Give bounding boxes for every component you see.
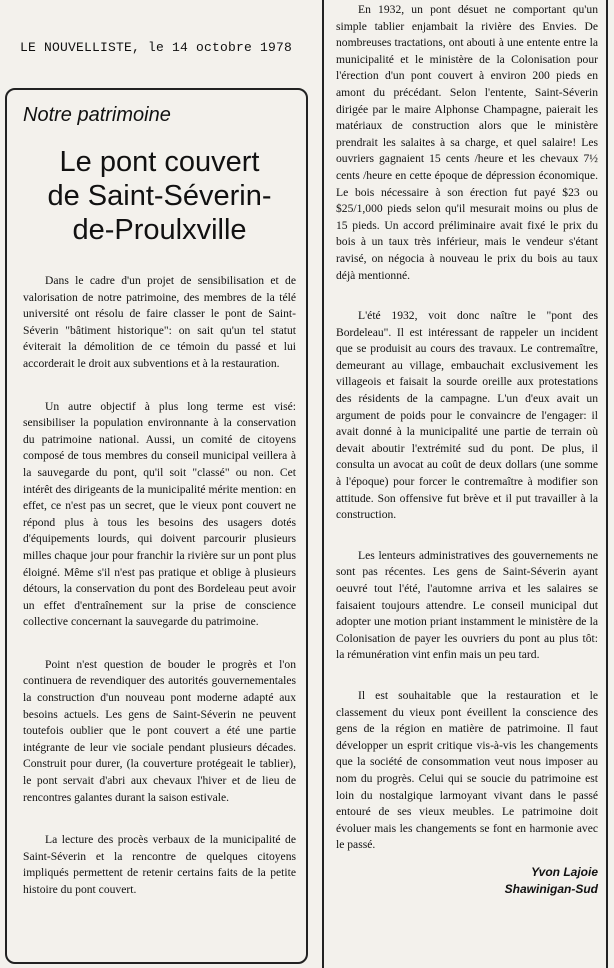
paragraph: Les lenteurs administratives des gouvernements ne sont pas récentes. Les gens de Saint-Séverin ayant oeuvré tout l'été, l'automne arriva et les salaires se faisaient toujours attendre. Le conseil municipal dut adopter une motion priant instamment le ministère de la Colonisation de payer les ouvriers du pont au plus tôt: la rémunération vint enfin mais un peu tard. bbox=[336, 548, 598, 662]
masthead: LE NOUVELLISTE, le 14 octobre 1978 bbox=[20, 40, 293, 55]
paragraph: En 1932, un pont désuet ne comportant qu'un simple tablier enjambait la rivière des Envies. De nombreuses tractations, ont abouti à une entente entre la municipalité et le ministère de la Colonisation pour l'érection d'un pont couvert à environ 200 pieds en amont du précédant. Selon l'entente, Saint-Séverin dirigée par le maire Alphonse Champagne, paierait les matériaux de construction alors que le ministère prendrait les salaites à sa charge, et quel salaire! Les ouvriers gagnaient 15 cents /heure et les chevaux 7½ cents /heure en cette époque de dépression économique. Le bois nécessaire à son érection fut payé $23 ou $25/1,000 pieds selon qu'il mesurait moins ou plus de 15 pieds. Un accord préliminaire avait fixé le prix du bois à un taux très inférieur, mais le vendeur s'étant ravisé, on négocia à nouveau le prix du bois au taux déjà mentionné. bbox=[336, 3, 598, 282]
headline-line: Le pont couvert bbox=[59, 146, 260, 178]
headline bbox=[23, 145, 296, 247]
author-name: Yvon Lajoie bbox=[531, 864, 598, 879]
paragraph: L'été 1932, voit donc naître le "pont des Bordeleau". Il est intéressant de rappeler un incident que se produisit au cours des travaux. Le contremaître, demeurant au village, embauchait exclusivement les villageois et faisait la sourde oreille aux protestations des résidents de la campagne. L'un d'eux avait un argument de poids pour le convaincre de l'engager: il avait donné à la municipalité une partie de terrain où devait aboutir l'extrémité sud du pont. De plus, il consulta un avocat au coût de deux dollars (une somme à l'époque) pour forcer le contremaître à modifier son attitude. Son offensive fut brève et il put travailler à la construction. bbox=[336, 309, 598, 522]
article-right-column bbox=[322, 0, 608, 968]
paragraph: Point n'est question de bouder le progrès et l'on continuera de revendiquer des autorités gouvernementales la construction d'un nouveau pont moderne adapté aux besoins actuels. Les gens de Saint-Séverin ne peuvent toutefois oublier que le pont couvert a été une partie intégrante de leur vie sociale pendant plusieurs décades. Construit pour durer, (la couverture protégeait le tablier), le pont servait d'abri aux chevaux l'hiver et de lieu de rencontres galantes durant la saison estivale. bbox=[23, 657, 296, 804]
paragraph: Un autre objectif à plus long terme est visé: sensibiliser la population environnante à la conservation du patrimoine national. Aussi, un comité de citoyens composé de tous membres du conseil municipal veillera à la sauvegarde du pont, qu'il soit "classé" ou non. Cet intérêt des dirigeants de la municipalité mérite mention: en effet, ce n'est pas un secret, que le vieux pont couvert ne répond plus à tous les besoins des usagers dotés d'équipements lourds, qui doivent parcourir plusieurs milles chaque jour pour franchir la rivière sur un pont plus éloigné. Même s'il n'est pas pratique et oblige à plusieurs détours, la conservation du pont des Bordeleau peut avoir un effet d'entraînement sur la prise de conscience collective concernant la sauvegarde du patrimoine. bbox=[23, 399, 297, 629]
article-left-column bbox=[5, 88, 308, 964]
headline-line: de-Proulxville bbox=[72, 214, 247, 246]
kicker: Notre patrimoine bbox=[23, 104, 171, 126]
paragraph: La lecture des procès verbaux de la municipalité de Saint-Séverin et la rencontre de quelques citoyens impliqués permettent de retenir certains faits de la petite histoire du pont couvert. bbox=[23, 833, 296, 896]
headline-line: de Saint-Séverin- bbox=[47, 180, 272, 212]
paragraph: Dans le cadre d'un projet de sensibilisation et de valorisation de notre patrimoine, des membres de la télé université ont résolu de faire classer le pont de Saint-Séverin "bâtiment historique": on sait qu'un tel statut éviterait la démolition de ce témoin du passé et lui accorderait le droit aux subventions et à la restauration. bbox=[23, 274, 296, 370]
paragraph: Il est souhaitable que la restauration et le classement du vieux pont éveillent la conscience des gens de la région en matière de patrimoine. Il faut développer un esprit critique vis-à-vis les changements que la société de consommation veut nous imposer au nom du progrès. Celui qui se soucie du patrimoine est loin du nostalgique larmoyant vivant dans le passé entouré de ses vieux meubles. Le patrimoine doit évoluer mais les changements se font en harmonie avec le passé. bbox=[336, 688, 598, 852]
author-place: Shawinigan-Sud bbox=[504, 881, 598, 896]
byline bbox=[336, 864, 598, 898]
